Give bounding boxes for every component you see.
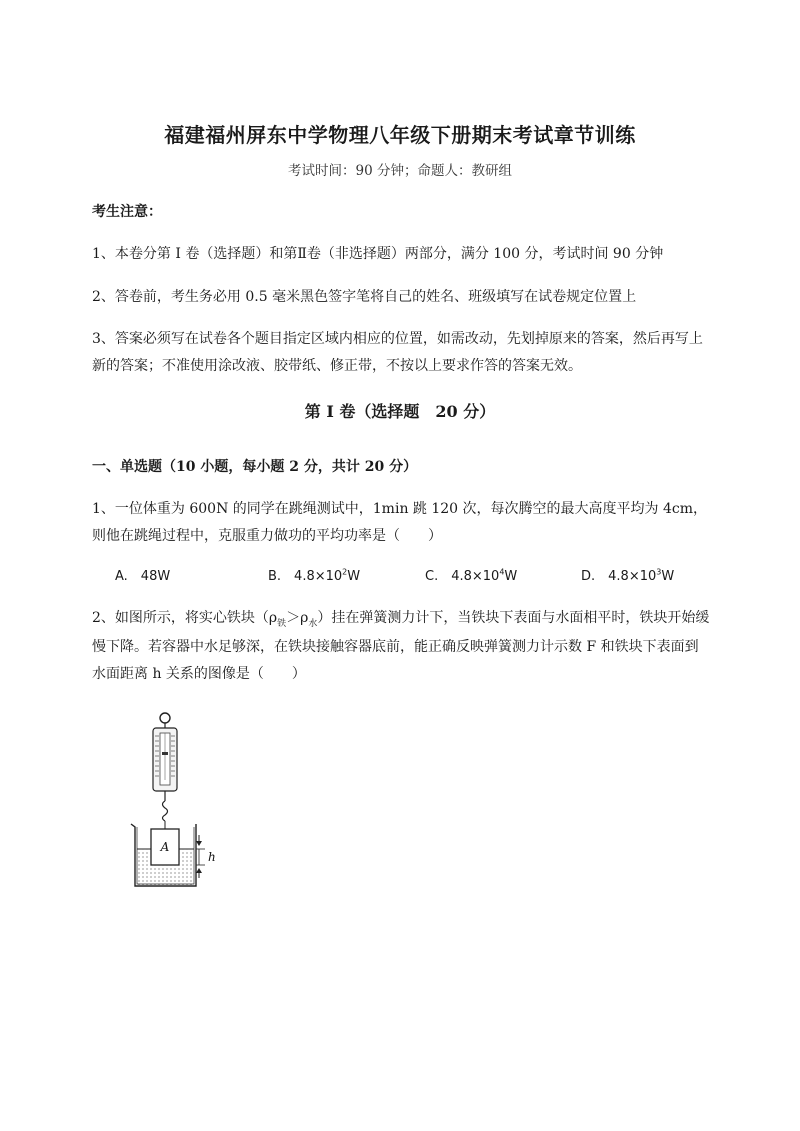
question-1-options <box>115 565 715 587</box>
height-label: h <box>208 850 216 864</box>
notice-item-1: 1、本卷分第 I 卷（选择题）和第Ⅱ卷（非选择题）两部分，满分 100 分，考试时间 90 分钟 <box>92 246 664 262</box>
spring-scale <box>153 728 177 791</box>
option-b-base: B. 4.8×10 <box>268 569 343 584</box>
iron-block <box>151 829 179 865</box>
option-a <box>115 565 170 584</box>
hanging-ring <box>160 713 170 728</box>
option-c-unit: W <box>504 569 518 584</box>
exam-info: 考试时间：90 分钟；命题人：教研组 <box>288 163 512 179</box>
height-marker <box>196 835 216 878</box>
subscript-water: 水 <box>308 619 318 629</box>
block-label: A <box>160 840 170 854</box>
option-c <box>425 565 517 584</box>
option-b <box>268 565 360 584</box>
option-c-base: C. 4.8×10 <box>425 569 500 584</box>
option-d-base: D. 4.8×10 <box>581 569 657 584</box>
question-2-stem <box>92 605 712 688</box>
subscript-iron: 铁 <box>277 619 287 629</box>
hook <box>163 791 168 829</box>
notice-item-2: 2、答卷前，考生务必用 0.5 毫米黑色签字笔将自己的姓名、班级填写在试卷规定位置上 <box>92 289 637 305</box>
option-b-exponent: 2 <box>342 567 348 577</box>
section-title: 第 I 卷（选择题 20 分） <box>304 402 496 421</box>
option-d <box>581 565 674 584</box>
part-heading: 一、单选题（10 小题，每小题 2 分，共计 20 分） <box>92 459 418 475</box>
rho-symbol: ρ <box>300 610 309 626</box>
option-b-unit: W <box>347 569 361 584</box>
page-title: 福建福州屏东中学物理八年级下册期末考试章节训练 <box>164 123 636 147</box>
q2-text-rest: ）挂在弹簧测力计下，当铁块下表面与水面相平时，铁块开始缓慢下降。若容器中水足够深，在铁块接触容器底前，能正确反映弹簧测力计示数 F 和铁块下表面到水面距离 h 关系的图像是（ ） <box>92 610 710 682</box>
greater-than: ＞ <box>286 610 301 626</box>
spring-scale-figure <box>130 708 220 892</box>
question-1-stem: 1、一位体重为 600N 的同学在跳绳测试中，1min 跳 120 次，每次腾空的最大高度平均为 4cm，则他在跳绳过程中，克服重力做功的平均功率是（ ） <box>92 501 707 544</box>
notice-heading: 考生注意： <box>92 204 162 220</box>
option-a-text: A. 48W <box>115 569 171 584</box>
option-d-unit: W <box>661 569 675 584</box>
option-c-exponent: 4 <box>499 567 505 577</box>
notice-item-3: 3、答案必须写在试卷各个题目指定区域内相应的位置，如需改动，先划掉原来的答案，然后再写上新的答案；不准使用涂改液、胶带纸、修正带，不按以上要求作答的答案无效。 <box>92 331 703 374</box>
rho-symbol: ρ <box>268 610 278 626</box>
option-d-exponent: 3 <box>656 567 662 577</box>
q2-text-start: 2、如图所示，将实心铁块（ <box>92 610 269 626</box>
